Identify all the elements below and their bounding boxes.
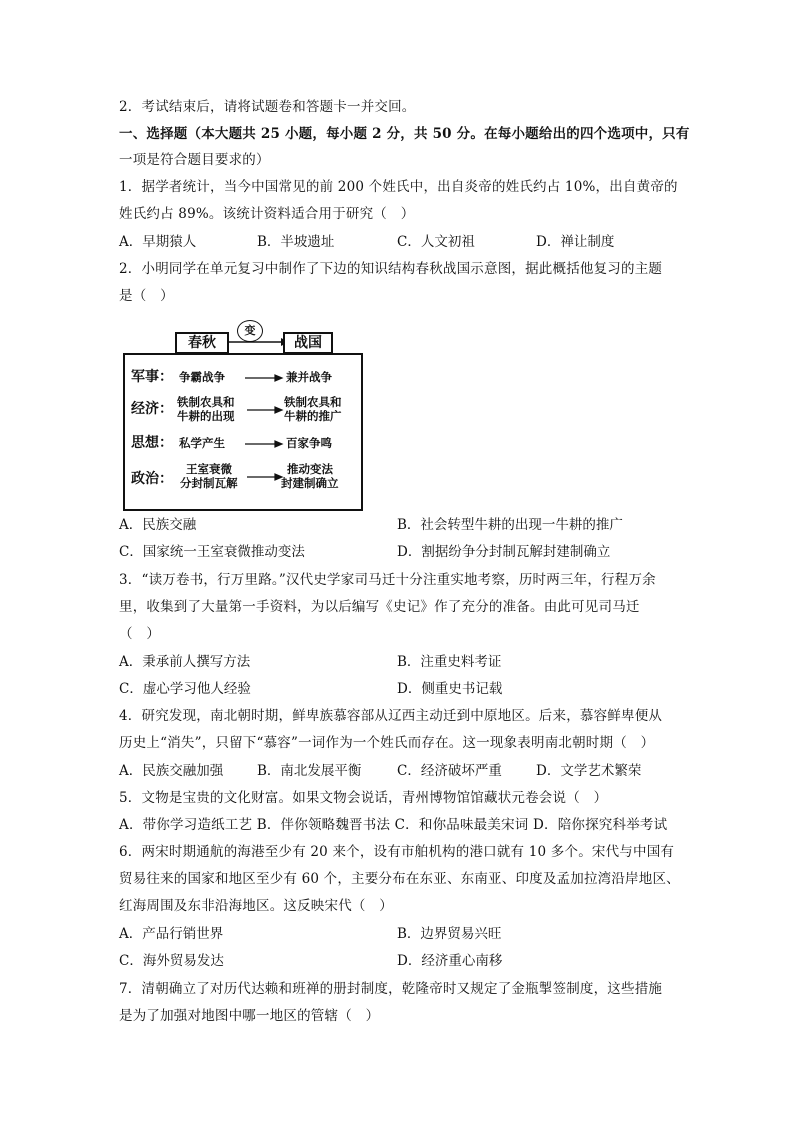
q1-option-d[interactable]: D．禅让制度 (536, 234, 615, 250)
row-left-politics-1: 王室衰微 (186, 462, 232, 476)
q7-stem-cont: 是为了加强对地图中哪一地区的管辖（ ） (119, 1008, 380, 1024)
q6-stem-cont2: 红海周围及东非沿海地区。这反映宋代（ ） (119, 898, 393, 914)
q3-option-d[interactable]: D．侧重史书记载 (397, 681, 503, 697)
diagram-row-arrows (123, 330, 363, 510)
q2-option-b[interactable]: B．社会转型牛耕的出现一牛耕的推广 (397, 517, 623, 533)
section-heading-cont: 一项是符合题目要求的） (119, 152, 270, 168)
row-label-thought: 思想： (131, 435, 173, 451)
q4-option-d[interactable]: D．文学艺术繁荣 (536, 763, 642, 779)
q3-stem-cont: 里，收集到了大量第一手资料，为以后编写《史记》作了充分的准备。由此可见司马迁 (119, 599, 640, 615)
row-label-politics: 政治： (131, 471, 173, 487)
q6-stem: 6．两宋时期通航的海港至少有 20 来个，设有市舶机构的港口就有 10 多个。宋代与中国有 (119, 844, 675, 860)
q3-option-a[interactable]: A．秉承前人撰写方法 (119, 654, 251, 670)
row-left-economy-1: 铁制农具和 (177, 395, 235, 409)
q2-option-a[interactable]: A．民族交融 (119, 517, 197, 533)
q4-stem: 4．研究发现，南北朝时期，鲜卑族慕容部从辽西主动迁到中原地区。后来，慕容鲜卑便从 (119, 708, 663, 724)
q1-option-a[interactable]: A．早期猿人 (119, 234, 197, 250)
q6-stem-cont: 贸易往来的国家和地区至少有 60 个，主要分布在东亚、东南亚、印度及孟加拉湾沿岸地区、 (119, 871, 680, 887)
row-left-military: 争霸战争 (179, 370, 225, 384)
q3-stem: 3．“读万卷书，行万里路。”汉代史学家司马迁十分注重实地考察，历时两三年，行程万余 (119, 572, 656, 588)
q2-stem-cont: 是（ ） (119, 288, 174, 304)
q4-option-b[interactable]: B．南北发展平衡 (257, 763, 362, 779)
q4-option-a[interactable]: A．民族交融加强 (119, 763, 224, 779)
row-left-economy-2: 牛耕的出现 (177, 409, 235, 423)
q2-option-c[interactable]: C．国家统一王室衰微推动变法 (119, 544, 305, 560)
q5-stem: 5．文物是宝贵的文化财富。如果文物会说话，青州博物馆馆藏状元卷会说（ ） (119, 790, 608, 806)
q4-stem-cont: 历史上“消失”，只留下“慕容”一词作为一个姓氏而存在。这一现象表明南北朝时期（ ） (119, 735, 655, 751)
q6-option-a[interactable]: A．产品行销世界 (119, 926, 224, 942)
row-left-thought: 私学产生 (179, 436, 225, 450)
q5-options[interactable]: A．带你学习造纸工艺 B．伴你领略魏晋书法 C．和你品味最美宋词 D．陪你探究科举考试 (119, 817, 668, 833)
instruction-line: 2．考试结束后，请将试题卷和答题卡一并交回。 (119, 99, 416, 115)
q4-option-c[interactable]: C．经济破坏严重 (397, 763, 502, 779)
q6-option-b[interactable]: B．边界贸易兴旺 (397, 926, 502, 942)
row-right-economy-1: 铁制农具和 (284, 395, 342, 409)
q2-option-d[interactable]: D．割据纷争分封制瓦解封建制确立 (397, 544, 611, 560)
q1-option-c[interactable]: C．人文初祖 (397, 234, 475, 250)
q7-stem: 7．清朝确立了对历代达赖和班禅的册封制度，乾隆帝时又规定了金瓶掣签制度，这些措施 (119, 981, 663, 997)
row-right-military: 兼并战争 (286, 370, 332, 384)
q1-stem: 1．据学者统计，当今中国常见的前 200 个姓氏中，出自炎帝的姓氏约占 10%，出自黄帝的 (119, 179, 678, 195)
diagram-title-zhanguo: 战国 (283, 332, 333, 354)
section-heading: 一、选择题（本大题共 25 小题，每小题 2 分，共 50 分。在每小题给出的四个选项中，只有 (119, 126, 690, 142)
q3-option-b[interactable]: B．注重史料考证 (397, 654, 502, 670)
q3-option-c[interactable]: C．虚心学习他人经验 (119, 681, 251, 697)
row-label-economy: 经济： (131, 401, 173, 417)
row-right-economy-2: 牛耕的推广 (284, 409, 342, 423)
row-left-politics-2: 分封制瓦解 (180, 476, 238, 490)
q3-stem-cont2: （ ） (119, 626, 161, 642)
row-right-politics-1: 推动变法 (287, 462, 333, 476)
q1-stem-cont: 姓氏约占 89%。该统计资料适合用于研究（ ） (119, 206, 415, 222)
q2-stem: 2．小明同学在单元复习中制作了下边的知识结构春秋战国示意图，据此概括他复习的主题 (119, 261, 663, 277)
knowledge-structure-diagram (123, 324, 363, 510)
row-right-politics-2: 封建制确立 (281, 476, 339, 490)
q6-option-c[interactable]: C．海外贸易发达 (119, 953, 224, 969)
q1-option-b[interactable]: B．半坡遗址 (257, 234, 335, 250)
q6-option-d[interactable]: D．经济重心南移 (397, 953, 503, 969)
diagram-title-chunqiu: 春秋 (175, 332, 229, 354)
diagram-change-circle: 变 (237, 320, 263, 342)
row-right-thought: 百家争鸣 (286, 436, 332, 450)
row-label-military: 军事： (131, 369, 173, 385)
